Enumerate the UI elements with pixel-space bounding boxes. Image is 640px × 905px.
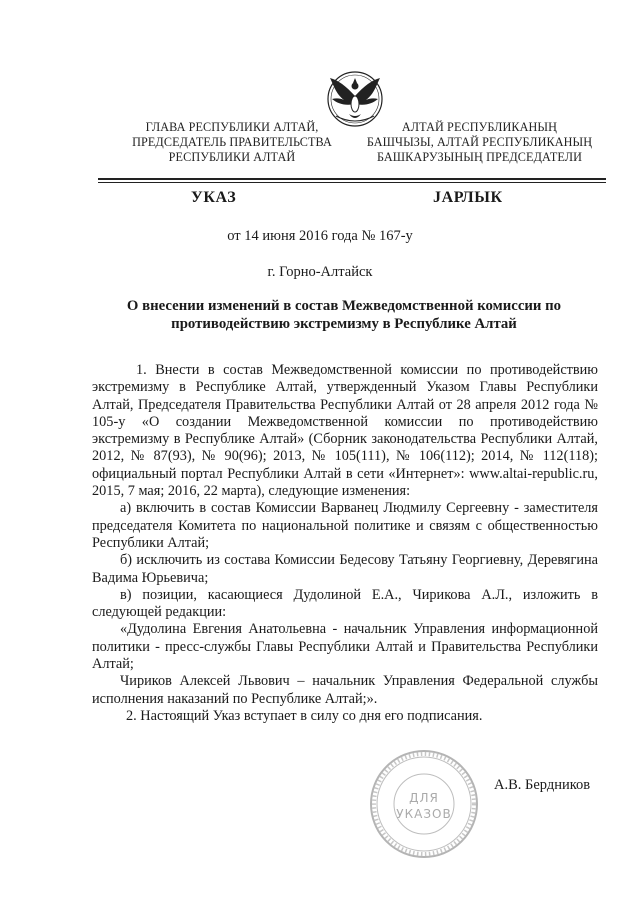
issuer-altai-line-2: БАШЧЫЗЫ, АЛТАЙ РЕСПУБЛИКАНЫҢ	[366, 135, 593, 149]
clause-1-c-entry-2: Чириков Алексей Львович – начальник Управления Федеральной службы исполнения наказаний по Республике Алтай;».	[92, 673, 598, 707]
issuer-title-altai	[352, 120, 607, 165]
clause-2: 2. Настоящий Указ вступает в силу со дня его подписания.	[126, 707, 483, 724]
decree-date-number: от 14 июня 2016 года № 167-у	[227, 228, 413, 244]
header-divider-thin	[98, 182, 606, 183]
decree-body	[92, 362, 598, 725]
issuer-line-3: РЕСПУБЛИКИ АЛТАЙ	[168, 150, 296, 164]
issuer-title-russian	[128, 120, 336, 165]
header-divider	[98, 178, 606, 180]
clause-1-b: б) исключить из состава Комиссии Бедесову Татьяну Георгиевну, Деревягина Вадима Юрьевича;	[92, 552, 598, 586]
issuer-line-1: ГЛАВА РЕСПУБЛИКИ АЛТАЙ,	[145, 120, 319, 134]
place-of-issue: г. Горно-Алтайск	[267, 264, 373, 280]
issuer-altai-line-1: АЛТАЙ РЕСПУБЛИКАНЫҢ	[401, 120, 558, 134]
clause-1-c-entry-1: «Дудолина Евгения Анатольевна - начальник Управления информационной политики - пресс-службы Главы Республики Алтай и Правительства Республики Алтай;	[92, 621, 598, 673]
official-seal-stamp	[368, 748, 480, 860]
clause-1: 1. Внести в состав Межведомственной комиссии по противодействию экстремизму в Республике Алтай, утвержденный Указом Главы Республики Алтай, Председателя Правительства Республики Алтай от 28 апреля 2012 года № 105-у «О создании Межведомственной комиссии по противодействию экстремизму в Республике Алтай» (Сборник законодательства Республики Алтай, 2012, № 87(93), № 90(96); 2013, № 105(111), № 106(112); 2014, № 112(118); официальный портал Республики Алтай в сети «Интернет»: www.altai-republic.ru, 2015, 7 мая; 2016, 22 марта), следующие изменения:	[92, 362, 598, 500]
issuer-altai-line-3: БАШКАРУЗЫНЫҢ ПРЕДСЕДАТЕЛИ	[376, 150, 583, 164]
decree-heading: О внесении изменений в состав Межведомственной комиссии по противодействию экстремизму в Республике Алтай	[126, 298, 562, 332]
seal-text-line-2: УКАЗОВ	[396, 807, 452, 821]
issuer-line-2: ПРЕДСЕДАТЕЛЬ ПРАВИТЕЛЬСТВА	[132, 135, 332, 149]
document-type-russian: УКАЗ	[191, 189, 237, 206]
clause-1-c: в) позиции, касающиеся Дудолиной Е.А., Чирикова А.Л., изложить в следующей редакции:	[92, 586, 598, 621]
clause-1-a: а) включить в состав Комиссии Варванец Людмилу Сергеевну - заместителя председателя Комитета по национальной политике и связям с общественностью Республики Алтай;	[92, 500, 598, 551]
seal-text-line-1: ДЛЯ	[409, 791, 439, 805]
signatory-name: А.В. Бердников	[494, 777, 591, 793]
document-type-altai: ЈАРЛЫК	[433, 189, 503, 206]
coat-of-arms-emblem	[322, 66, 388, 128]
